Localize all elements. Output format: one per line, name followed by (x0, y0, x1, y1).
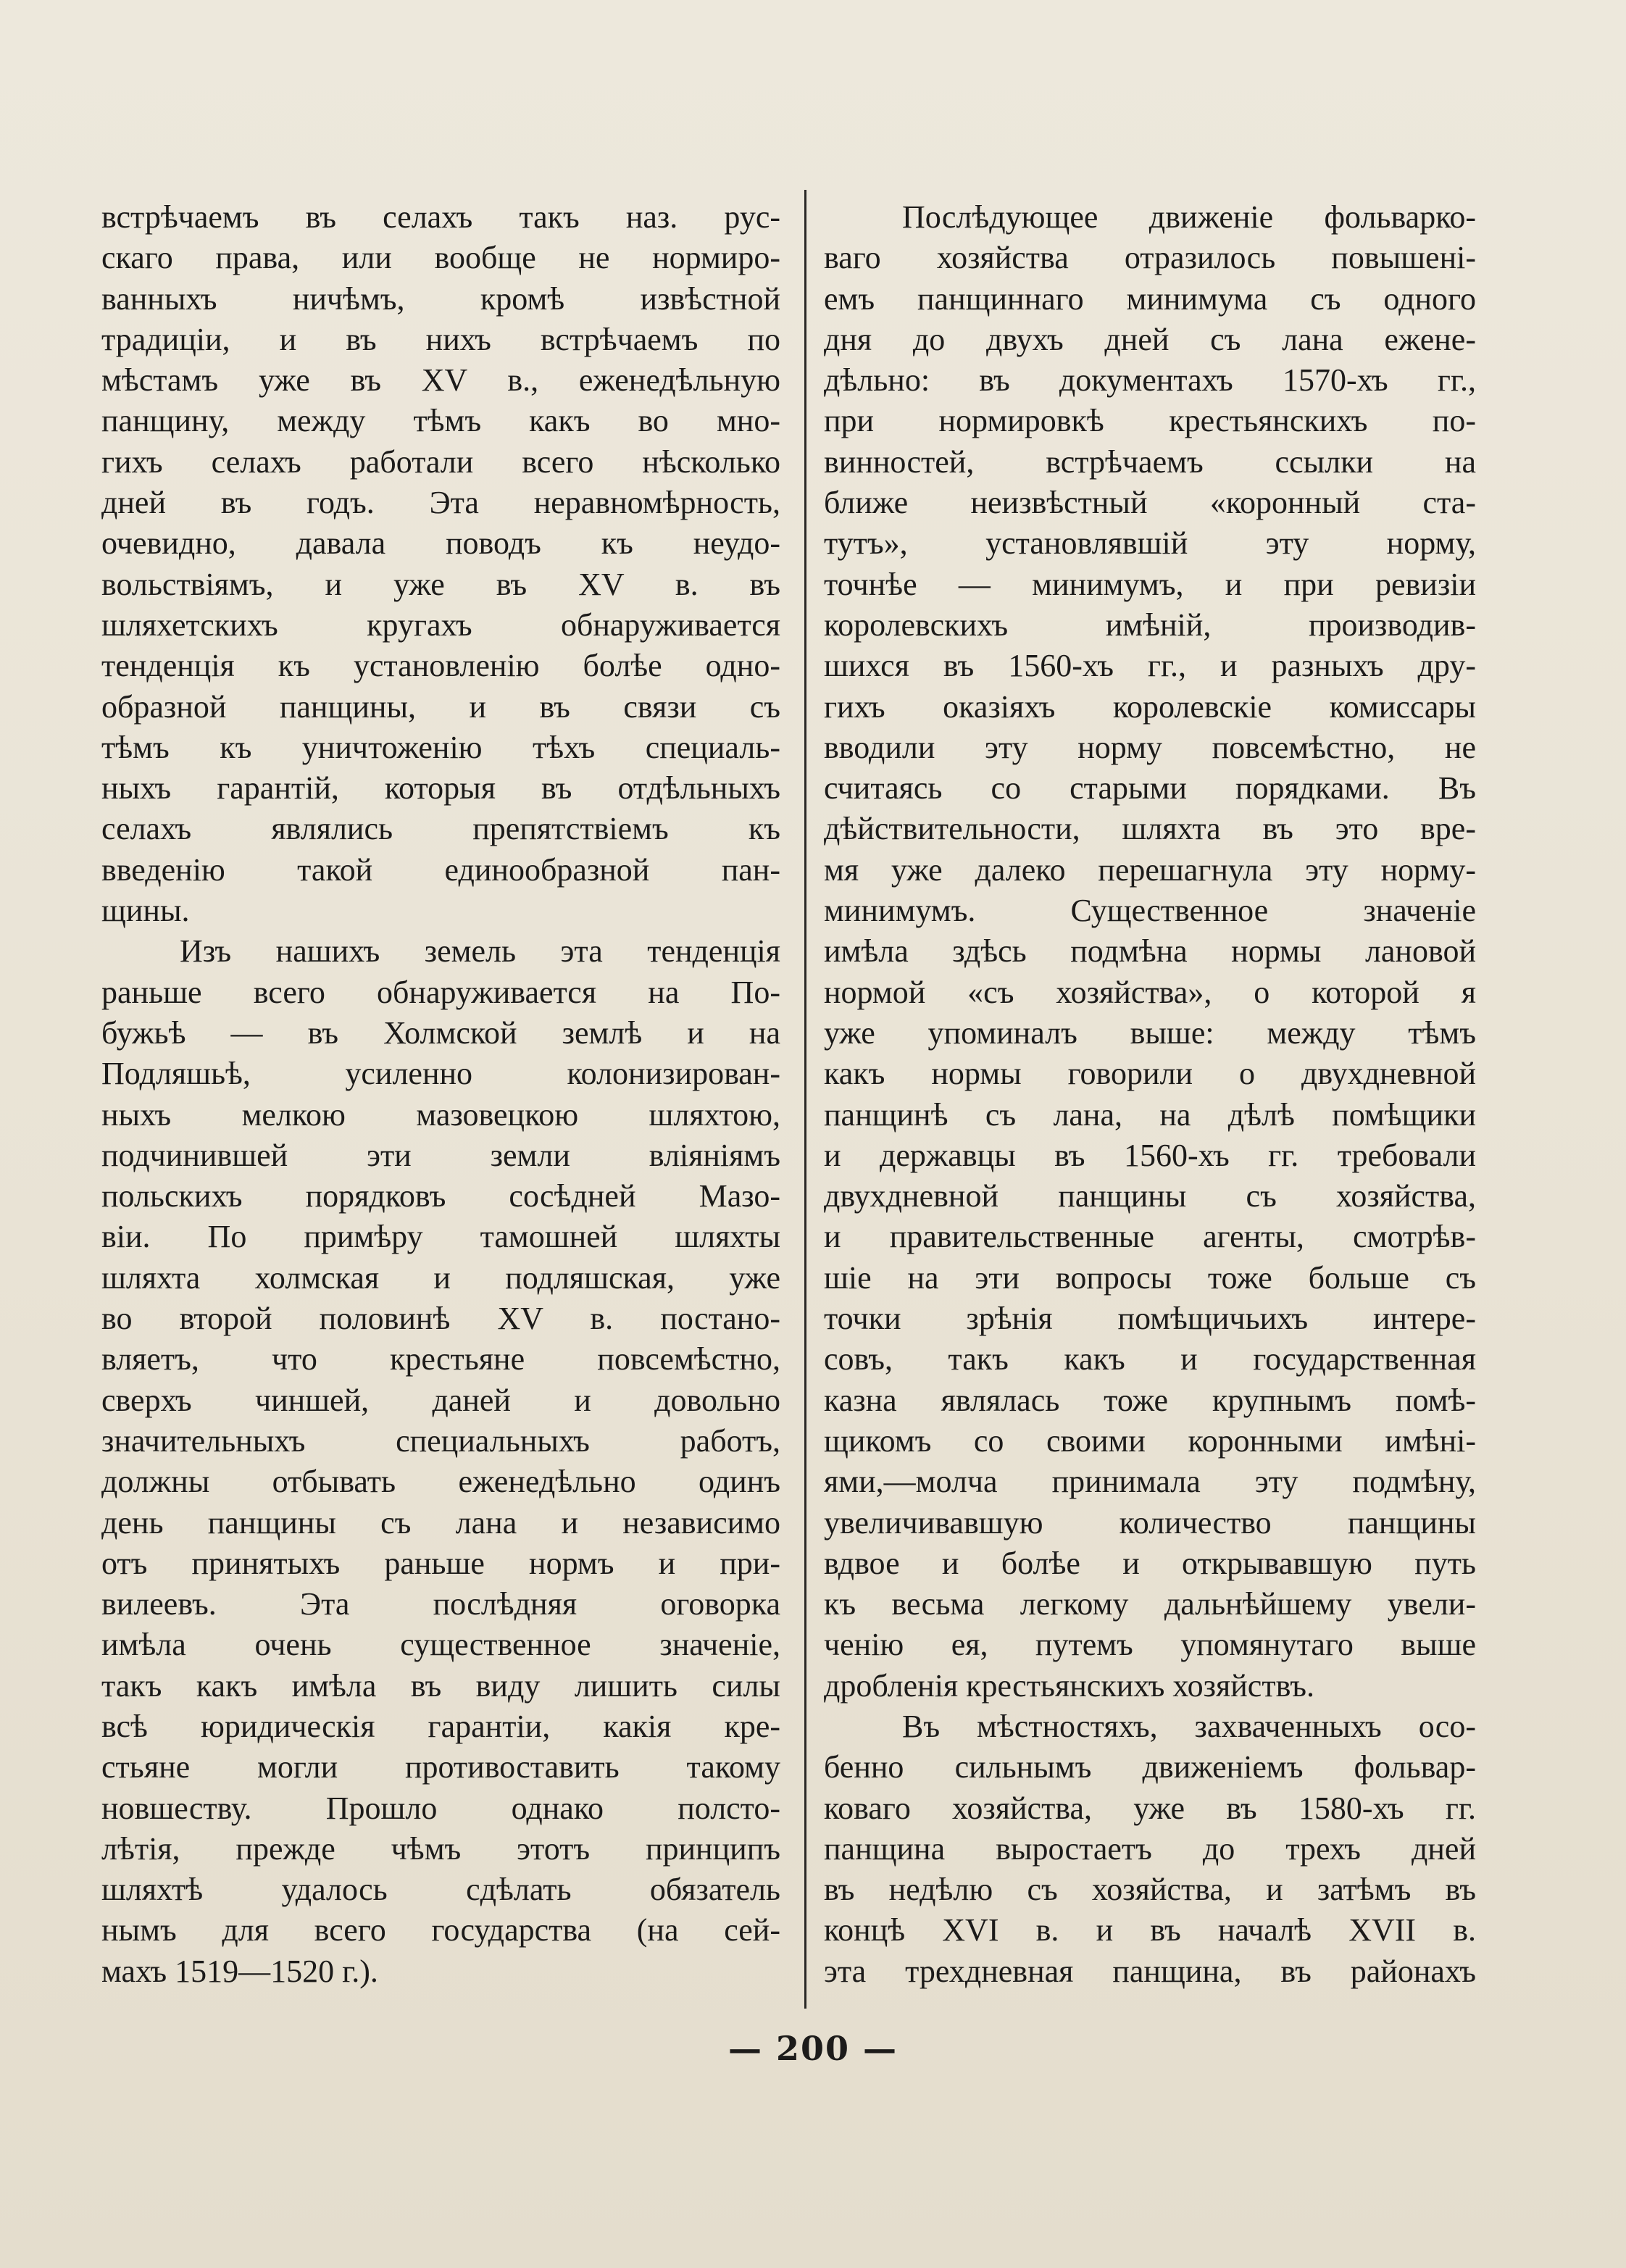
text-line: дней въ годъ. Эта неравномѣрность, (101, 485, 780, 521)
text-line: вляетъ, что крестьяне повсемѣстно, (101, 1341, 780, 1377)
text-line: въ недѣлю съ хозяйства, и затѣмъ въ (824, 1872, 1476, 1908)
text-line: и державцы въ 1560-хъ гг. требовали (824, 1137, 1476, 1173)
text-line: и правительственные агенты, смотрѣв- (824, 1219, 1476, 1255)
text-line: панщину, между тѣмъ какъ во мно- (101, 403, 780, 439)
text-line: вводили эту норму повсемѣстно, не (824, 729, 1476, 765)
text-line: тѣмъ къ уничтоженію тѣхъ специаль- (101, 729, 780, 765)
text-line: увеличивавшую количество панщины (824, 1504, 1476, 1541)
text-line: дѣльно: въ документахъ 1570-хъ гг., (824, 362, 1476, 399)
text-line: тенденція къ установленію болѣе одно- (101, 648, 780, 684)
text-line: селахъ являлись препятствіемъ къ (101, 811, 780, 847)
text-line: считаясь со старыми порядками. Въ (824, 770, 1476, 806)
text-line: концѣ XVI в. и въ началѣ XVII в. (824, 1912, 1476, 1948)
text-line: ванныхъ ничѣмъ, кромѣ извѣстной (101, 280, 780, 317)
text-line: къ весьма легкому дальнѣйшему увели- (824, 1586, 1476, 1622)
text-line: должны отбывать еженедѣльно одинъ (101, 1464, 780, 1500)
text-line: щины. (101, 893, 190, 929)
text-line: новшеству. Прошло однако полсто- (101, 1790, 780, 1826)
text-line: очевидно, давала поводъ къ неудо- (101, 525, 780, 562)
text-line: махъ 1519—1520 г.). (101, 1953, 378, 1989)
text-line: ныхъ мелкою мазовецкою шляхтою, (101, 1096, 780, 1133)
text-line: коваго хозяйства, уже въ 1580-хъ гг. (824, 1790, 1476, 1826)
text-line: имѣла очень существенное значеніе, (101, 1627, 780, 1663)
text-line: польскихъ порядковъ сосѣдней Мазо- (101, 1178, 780, 1214)
text-line: Послѣдующее движеніе фольварко- (902, 199, 1476, 235)
text-line: вольствіямъ, и уже въ XV в. въ (101, 566, 780, 602)
text-line: раньше всего обнаруживается на По- (101, 974, 780, 1010)
text-line: образной панщины, и въ связи съ (101, 688, 780, 725)
text-line: значительныхъ специальныхъ работъ, (101, 1422, 780, 1459)
text-line: отъ принятыхъ раньше нормъ и при- (101, 1545, 780, 1581)
text-line: казна являлась тоже крупнымъ помѣ- (824, 1382, 1476, 1418)
text-line: бенно сильнымъ движеніемъ фольвар- (824, 1749, 1476, 1785)
text-line: панщина выростаетъ до трехъ дней (824, 1830, 1476, 1867)
text-line: минимумъ. Существенное значеніе (824, 893, 1476, 929)
text-line: бужьѣ — въ Холмской землѣ и на (101, 1014, 780, 1051)
text-line: шіе на эти вопросы тоже больше съ (824, 1259, 1476, 1296)
text-line: во второй половинѣ XV в. постано- (101, 1301, 780, 1337)
text-line: встрѣчаемъ въ селахъ такъ наз. рус- (101, 199, 780, 235)
text-line: совъ, такъ какъ и государственная (824, 1341, 1476, 1377)
text-line: стьяне могли противоставить такому (101, 1749, 780, 1785)
text-line: шляхтѣ удалось сдѣлать обязатель (101, 1872, 780, 1908)
text-line: Подляшьѣ, усиленно колонизирован- (101, 1056, 780, 1092)
text-line: вилеевъ. Эта послѣдняя оговорка (101, 1586, 780, 1622)
text-line: ближе неизвѣстный «коронный ста- (824, 485, 1476, 521)
text-line: уже упоминалъ выше: между тѣмъ (824, 1014, 1476, 1051)
text-line: щикомъ со своими коронными имѣні- (824, 1422, 1476, 1459)
page-number: — 200 — (727, 2029, 899, 2068)
text-line: имѣла здѣсь подмѣна нормы лановой (824, 933, 1476, 970)
text-line: ями,—молча принимала эту подмѣну, (824, 1464, 1476, 1500)
text-line: точнѣе — минимумъ, и при ревизіи (824, 566, 1476, 602)
text-line: королевскихъ имѣній, производив- (824, 606, 1476, 643)
text-line: какъ нормы говорили о двухдневной (824, 1056, 1476, 1092)
text-line: введенію такой единообразной пан- (101, 851, 780, 888)
text-line: мѣстамъ уже въ XV в., еженедѣльную (101, 362, 780, 399)
text-line: вдвое и болѣе и открывавшую путь (824, 1545, 1476, 1581)
text-line: точки зрѣнія помѣщичьихъ интере- (824, 1301, 1476, 1337)
text-line: Изъ нашихъ земель эта тенденція (180, 933, 780, 970)
text-line: ваго хозяйства отразилось повышені- (824, 240, 1476, 276)
text-line: винностей, встрѣчаемъ ссылки на (824, 443, 1476, 480)
text-line: ныхъ гарантій, которыя въ отдѣльныхъ (101, 770, 780, 806)
text-line: скаго права, или вообще не нормиро- (101, 240, 780, 276)
text-line: сверхъ чиншей, даней и довольно (101, 1382, 780, 1418)
text-line: ченію ея, путемъ упомянутаго выше (824, 1627, 1476, 1663)
column-divider (804, 190, 806, 2009)
text-line: двухдневной панщины съ хозяйства, (824, 1178, 1476, 1214)
text-line: шляхта холмская и подляшская, уже (101, 1259, 780, 1296)
text-line: такъ какъ имѣла въ виду лишить силы (101, 1667, 780, 1704)
text-line: подчинившей эти земли вліяніямъ (101, 1137, 780, 1173)
text-line: гихъ селахъ работали всего нѣсколько (101, 443, 780, 480)
text-line: тутъ», установлявшій эту норму, (824, 525, 1476, 562)
text-line: нымъ для всего государства (на сей- (101, 1912, 780, 1948)
text-line: дня до двухъ дней съ лана еженe- (824, 321, 1476, 357)
text-line: Въ мѣстностяхъ, захваченныхъ осо- (902, 1708, 1476, 1744)
text-line: шляхетскихъ кругахъ обнаруживается (101, 606, 780, 643)
right-text-column (824, 197, 1476, 1992)
text-line: нормой «съ хозяйства», о которой я (824, 974, 1476, 1010)
text-line: емъ панщиннаго минимума съ одного (824, 280, 1476, 317)
text-line: дѣйствительности, шляхта въ это вре- (824, 811, 1476, 847)
text-line: эта трехдневная панщина, въ районахъ (824, 1953, 1476, 1989)
text-line: мя уже далеко перешагнула эту норму- (824, 851, 1476, 888)
left-text-column (101, 197, 780, 1992)
text-line: день панщины съ лана и независимо (101, 1504, 780, 1541)
text-line: віи. По примѣру тамошней шляхты (101, 1219, 780, 1255)
text-line: панщинѣ съ лана, на дѣлѣ помѣщики (824, 1096, 1476, 1133)
text-line: шихся въ 1560-хъ гг., и разныхъ дру- (824, 648, 1476, 684)
text-line: традиціи, и въ нихъ встрѣчаемъ по (101, 321, 780, 357)
text-line: гихъ оказіяхъ королевскіе комиссары (824, 688, 1476, 725)
text-line: всѣ юридическія гарантіи, какія кре- (101, 1708, 780, 1744)
text-line: лѣтія, прежде чѣмъ этотъ принципъ (101, 1830, 780, 1867)
text-line: дробленія крестьянскихъ хозяйствъ. (824, 1667, 1314, 1704)
text-line: при нормировкѣ крестьянскихъ по- (824, 403, 1476, 439)
